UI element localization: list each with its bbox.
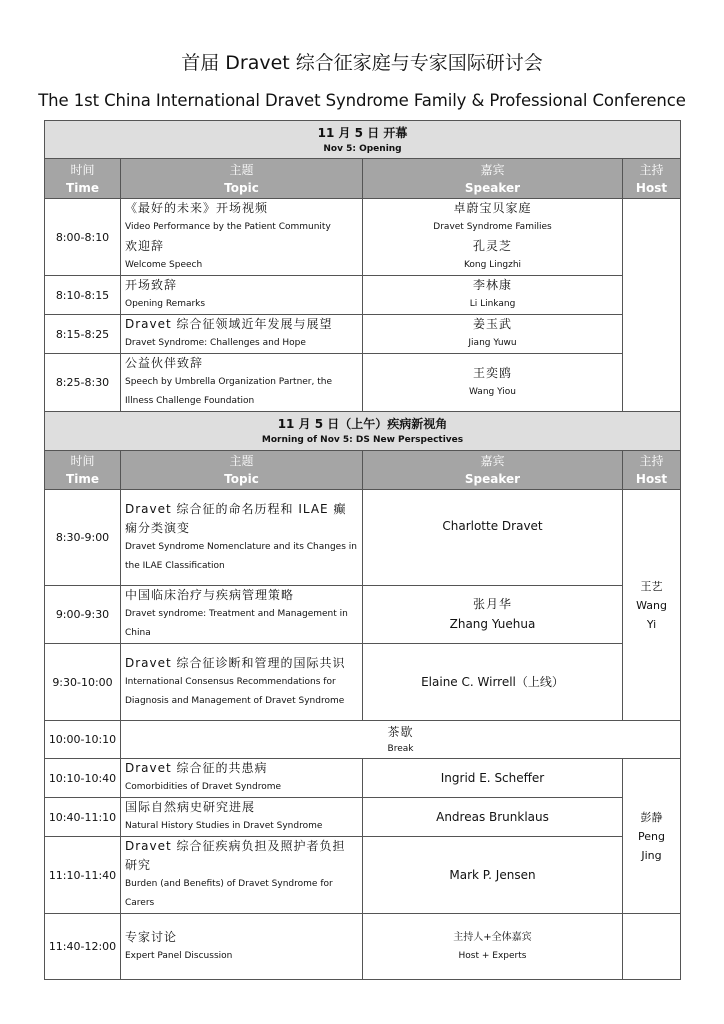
topic-en: International Consensus Recommendations for Diagnosis and Management of Dravet Syndrome [125,676,345,706]
host-name-en: Peng [638,829,665,843]
section-header [45,412,681,451]
speaker-en: Wang Yiou [468,386,516,397]
topic-en: Natural History Studies in Dravet Syndrome [125,821,323,831]
speaker-cell [363,837,623,914]
section-title-en: Morning of Nov 5: DS New Perspectives [261,435,464,445]
header-host [623,159,681,199]
header-topic-cn: 主题 [229,162,254,177]
header-speaker-en: Speaker [464,472,521,486]
topic-cn: Dravet 综合征诊断和管理的国际共识 [125,655,346,670]
time-cell: 10:40-11:10 [45,798,121,837]
time-cell: 9:00-9:30 [45,586,121,644]
time-cell: 10:00-10:10 [45,721,121,759]
time-cell: 11:10-11:40 [45,837,121,914]
host-name-en: Jing [641,848,662,862]
conference-title-en: The 1st China International Dravet Syndrome Family & Professional Conference [38,91,686,110]
speaker-cn: 李林康 [472,278,512,292]
break-cell [121,721,681,759]
table-row [45,199,681,276]
section-title-cn: 11 月 5 日（上午）疾病新视角 [277,417,448,431]
header-time-en: Time [66,472,99,486]
table-row [45,586,681,644]
speaker-cn: 姜玉武 [472,317,512,331]
topic-cn: Dravet 综合征的命名历程和 ILAE 癫痫分类演变 [125,501,347,535]
section-title-cn: 11 月 5 日 开幕 [317,125,408,140]
host-cell-empty [623,914,681,980]
table-row [45,354,681,412]
column-header-row [45,451,681,490]
topic-cell [121,199,363,276]
table-row [45,759,681,798]
conference-title-cn: 首届 Dravet 综合征家庭与专家国际研讨会 [181,52,543,74]
host-name-en: Wang [636,598,667,612]
topic-cn: 国际自然病史研究进展 [125,800,256,814]
header-topic [121,159,363,199]
header-time [45,159,121,199]
speaker-name: Mark P. Jensen [449,868,536,882]
table-row [45,837,681,914]
header-host-cn: 主持 [639,454,664,468]
section-opening [45,121,681,159]
speaker-cell [363,490,623,586]
speaker-cell [363,798,623,837]
time-cell: 8:10-8:15 [45,276,121,315]
speaker-cn: 卓蔚宝贝家庭 [453,201,532,215]
host-cell-empty [623,199,681,412]
speaker-en: Jiang Yuwu [468,338,517,348]
break-row [45,721,681,759]
header-host-cn: 主持 [639,162,664,177]
section-morning [45,412,681,451]
topic-cn: 专家讨论 [125,929,178,944]
time-cell: 8:00-8:10 [45,199,121,276]
topic-en: Opening Remarks [125,299,206,309]
speaker-cell [363,644,623,721]
topic-cell [121,798,363,837]
speaker-en: Kong Lingzhi [463,260,522,270]
topic-cn: 开场致辞 [125,278,178,292]
header-host-en: Host [635,472,668,486]
time-cell: 11:40-12:00 [45,914,121,980]
topic-cn: 欢迎辞 [125,239,165,253]
speaker-cell [363,199,623,276]
speaker-cn: 张月华 [472,597,512,611]
time-cell: 8:30-9:00 [45,490,121,586]
header-topic-cn: 主题 [229,454,254,468]
header-topic-en: Topic [224,180,259,195]
topic-en: Speech by Umbrella Organization Partner, the Illness Challenge Foundation [125,377,332,406]
topic-cn: Dravet 综合征领域近年发展与展望 [125,317,333,331]
table-row [45,914,681,980]
table-row [45,276,681,315]
speaker-en: Host + Experts [458,950,527,961]
section-title-en: Nov 5: Opening [323,143,402,154]
topic-cn: 公益伙伴致辞 [125,356,204,370]
topic-cn: Dravet 综合征疾病负担及照护者负担研究 [125,839,346,872]
header-time-cn: 时间 [70,162,95,177]
speaker-cell [363,914,623,980]
speaker-cell [363,586,623,644]
speaker-en: Dravet Syndrome Families [433,222,552,232]
topic-cell [121,586,363,644]
header-topic-en: Topic [224,472,259,486]
speaker-name: Andreas Brunklaus [436,810,549,824]
topic-en: Burden (and Benefits) of Dravet Syndrome for Carers [125,879,333,908]
topic-en: Welcome Speech [125,260,203,270]
topic-cell [121,644,363,721]
column-header-row [45,159,681,199]
header-speaker-cn: 嘉宾 [480,162,505,177]
time-cell: 10:10-10:40 [45,759,121,798]
break-en: Break [387,743,414,754]
speaker-cn: 主持人+全体嘉宾 [453,931,532,943]
topic-en: Video Performance by the Patient Community [125,222,331,232]
speaker-en: Zhang Yuehua [449,617,536,631]
break-cn: 茶歇 [387,724,414,739]
schedule-table [44,120,681,980]
topic-cell [121,315,363,354]
speaker-cn: 孔灵芝 [472,239,512,253]
host-cell-wang-yi [623,490,681,721]
table-row [45,798,681,837]
speaker-name: Charlotte Dravet [442,519,543,533]
header-speaker [363,159,623,199]
time-cell: 8:25-8:30 [45,354,121,412]
topic-cell [121,490,363,586]
header-time-en: Time [66,180,99,195]
host-name-en: Yi [646,617,657,631]
header-host-en: Host [635,180,668,195]
speaker-cn: 王奕鸥 [472,365,512,380]
topic-en: Dravet syndrome: Treatment and Management in China [125,609,348,638]
speaker-cell [363,276,623,315]
topic-en: Dravet Syndrome: Challenges and Hope [125,338,306,348]
host-name-cn: 彭静 [640,810,663,824]
topic-cn: 中国临床治疗与疾病管理策略 [125,588,295,602]
header-speaker-en: Speaker [464,180,521,195]
host-cell-peng-jing [623,759,681,914]
speaker-name: Elaine C. Wirrell（上线） [421,675,564,689]
header-speaker-cn: 嘉宾 [480,454,505,468]
topic-cell [121,837,363,914]
speaker-cell [363,354,623,412]
header-topic [121,451,363,490]
table-row [45,490,681,586]
speaker-en: Li Linkang [469,299,516,309]
topic-en: Dravet Syndrome Nomenclature and its Changes in the ILAE Classification [125,541,357,571]
time-cell: 8:15-8:25 [45,315,121,354]
table-row [45,644,681,721]
time-cell: 9:30-10:00 [45,644,121,721]
topic-cell [121,354,363,412]
speaker-cell [363,759,623,798]
speaker-name: Ingrid E. Scheffer [440,771,545,785]
topic-cell [121,759,363,798]
header-speaker [363,451,623,490]
topic-cell [121,276,363,315]
topic-cn: Dravet 综合征的共患病 [125,761,268,775]
topic-en: Comorbidities of Dravet Syndrome [125,782,282,792]
table-row [45,315,681,354]
header-time [45,451,121,490]
speaker-cell [363,315,623,354]
header-host [623,451,681,490]
topic-en: Expert Panel Discussion [125,950,233,961]
host-name-cn: 王艺 [640,579,663,593]
topic-cell [121,914,363,980]
section-header [45,121,681,159]
header-time-cn: 时间 [70,454,95,468]
topic-cn: 《最好的未来》开场视频 [125,201,269,215]
